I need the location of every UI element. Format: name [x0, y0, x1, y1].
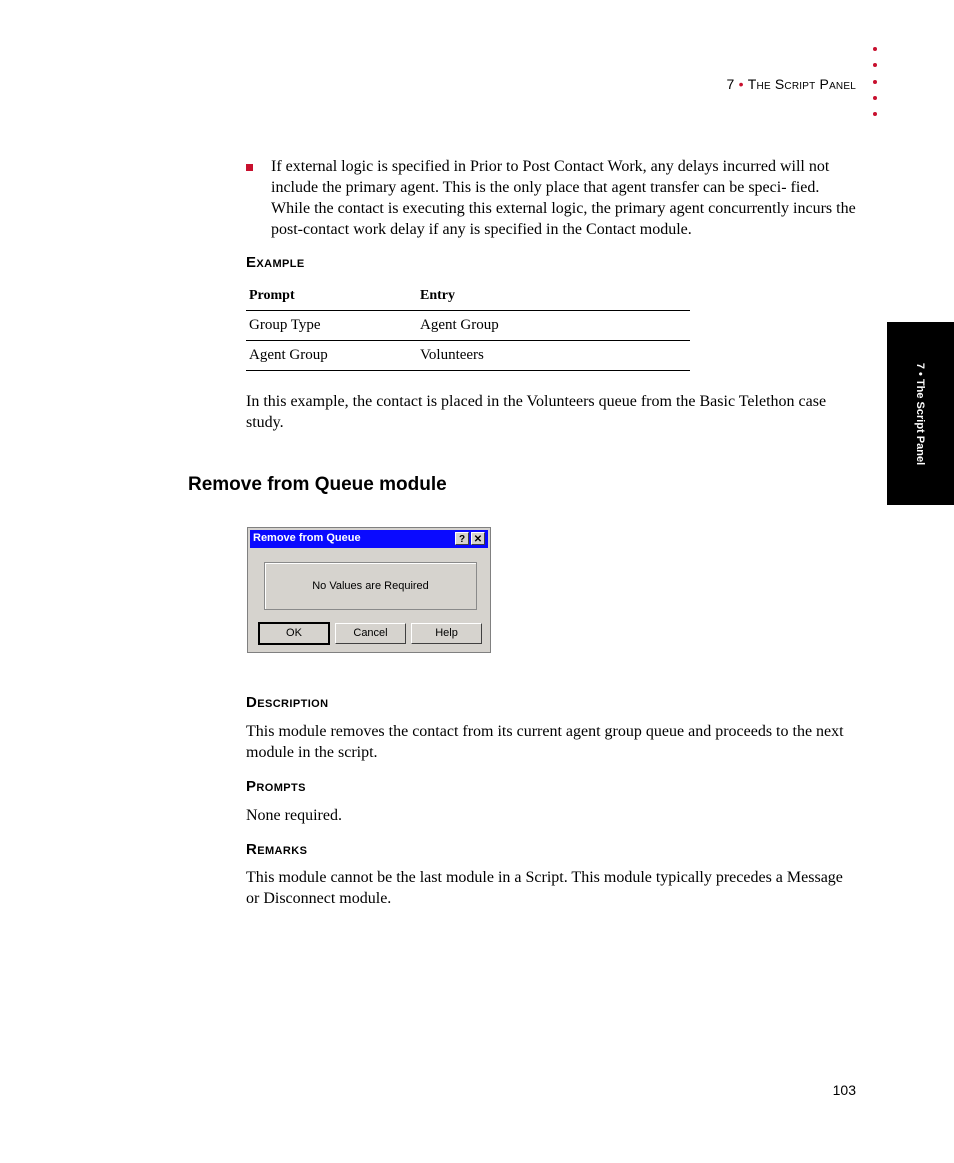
example-table: [246, 281, 690, 371]
dialog-message: No Values are Required: [312, 580, 429, 592]
chapter-bullet: •: [738, 76, 744, 92]
remarks-text: This module cannot be the last module in a Script. This module typically precedes a Message or Disconnect module.: [246, 869, 843, 907]
table-row: [246, 311, 690, 341]
example-heading: Example: [246, 254, 305, 271]
page-number: 103: [832, 1082, 856, 1098]
table-header-prompt: Prompt: [246, 281, 417, 311]
table-cell: Agent Group: [417, 311, 690, 341]
prompts-heading: Prompts: [246, 778, 306, 795]
remove-from-queue-dialog: [247, 527, 491, 653]
table-header-row: [246, 281, 690, 311]
table-cell: Agent Group: [246, 341, 417, 371]
ok-button[interactable]: OK: [259, 623, 329, 644]
side-tab-label: 7 • The Script Panel: [914, 362, 926, 466]
chapter-number: 7: [726, 76, 735, 92]
running-head: [726, 76, 856, 92]
dialog-title: Remove from Queue: [253, 532, 361, 544]
section-heading: Remove from Queue module: [188, 474, 447, 495]
decorative-dots: [873, 47, 881, 128]
help-button[interactable]: Help: [411, 623, 482, 644]
chapter-side-tab: [887, 322, 954, 505]
table-cell: Group Type: [246, 311, 417, 341]
table-header-entry: Entry: [417, 281, 690, 311]
dot-3: [873, 80, 877, 84]
remarks-heading: Remarks: [246, 841, 308, 858]
description-text: This module removes the contact from its current agent group queue and proceeds to the next module in the script.: [246, 723, 844, 761]
dot-1: [873, 47, 877, 51]
bullet-paragraph: If external logic is specified in Prior to Post Contact Work, any delays incurred will not include the primary agent. This is the only place that agent transfer can be speci- fied. While the contact is executing this external logic, the primary agent concurrently incurs the post-contact work delay if any is specified in the Contact module.: [271, 158, 856, 238]
description-heading: Description: [246, 694, 329, 711]
help-icon[interactable]: ?: [455, 532, 469, 545]
close-icon[interactable]: ✕: [471, 532, 485, 545]
dot-4: [873, 96, 877, 100]
dialog-message-box: [264, 562, 477, 610]
prompts-text: None required.: [246, 807, 342, 824]
chapter-title: The Script Panel: [747, 76, 856, 92]
dot-2: [873, 63, 877, 67]
table-row: [246, 341, 690, 371]
dot-5: [873, 112, 877, 116]
example-text: In this example, the contact is placed in the Volunteers queue from the Basic Telethon case study.: [246, 393, 827, 431]
table-cell: Volunteers: [417, 341, 690, 371]
square-bullet-icon: [246, 164, 253, 171]
bullet-list-item: [246, 156, 858, 240]
cancel-button[interactable]: Cancel: [335, 623, 406, 644]
dialog-titlebar[interactable]: [250, 530, 488, 548]
